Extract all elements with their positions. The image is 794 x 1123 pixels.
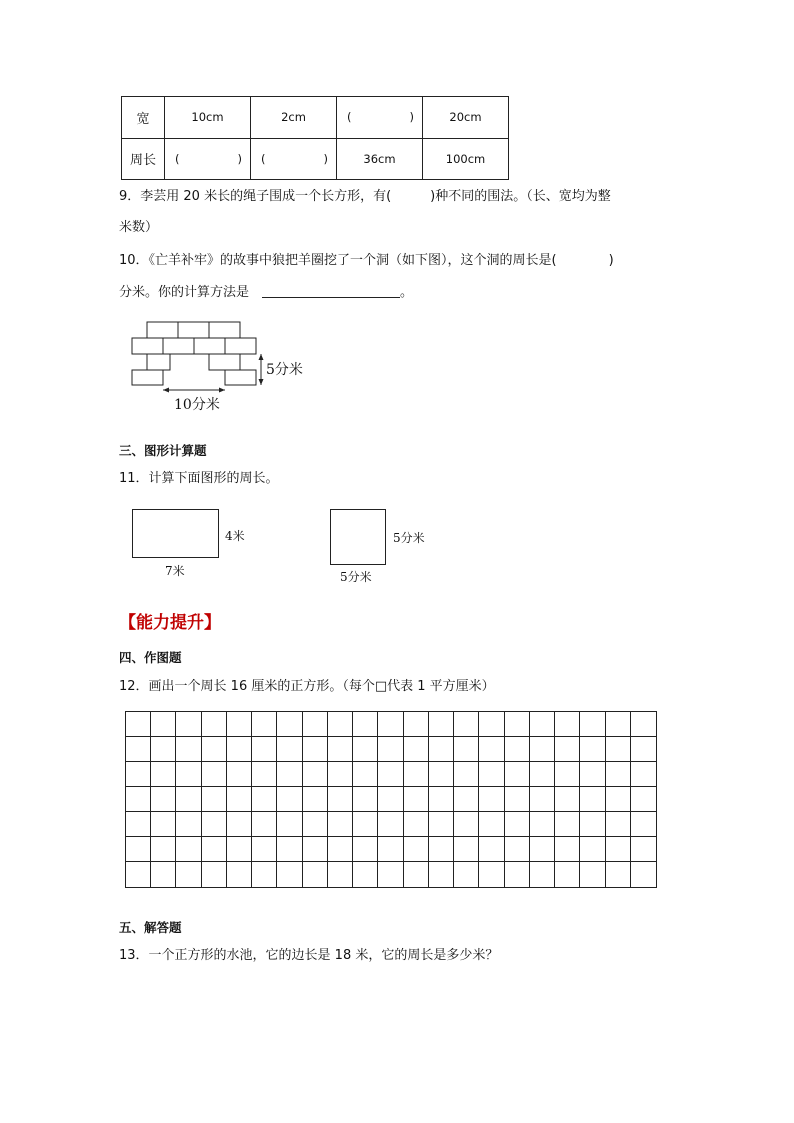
grid-cell[interactable] <box>479 712 504 737</box>
grid-cell[interactable] <box>353 837 378 862</box>
grid-cell[interactable] <box>378 762 403 787</box>
grid-cell[interactable] <box>252 762 277 787</box>
grid-cell[interactable] <box>505 712 530 737</box>
grid-cell[interactable] <box>580 712 605 737</box>
grid-cell[interactable] <box>378 862 403 887</box>
grid-cell[interactable] <box>328 862 353 887</box>
table-cell: 100cm <box>423 138 509 180</box>
grid-cell[interactable] <box>303 837 328 862</box>
grid-cell[interactable] <box>404 812 429 837</box>
ability-improvement-heading: 【能力提升】 <box>119 613 221 633</box>
question-10-line1: 10．《亡羊补牢》的故事中狼把羊圈挖了一个洞（如下图），这个洞的周长是( ) <box>119 253 614 268</box>
grid-cell[interactable] <box>580 762 605 787</box>
grid-cell[interactable] <box>151 812 176 837</box>
grid-cell[interactable] <box>303 762 328 787</box>
grid-cell[interactable] <box>429 837 454 862</box>
table-cell: 20cm <box>423 97 509 139</box>
grid-cell[interactable] <box>606 712 631 737</box>
question-11-text: 11．计算下面图形的周长。 <box>119 471 279 486</box>
grid-cell[interactable] <box>429 762 454 787</box>
grid-cell[interactable] <box>454 787 479 812</box>
grid-cell[interactable] <box>202 837 227 862</box>
grid-cell[interactable] <box>429 812 454 837</box>
grid-cell[interactable] <box>303 812 328 837</box>
grid-cell[interactable] <box>353 712 378 737</box>
table-row <box>122 97 509 139</box>
grid-cell[interactable] <box>227 787 252 812</box>
open-paren: ( <box>261 151 266 166</box>
table-cell: 2cm <box>251 97 337 139</box>
grid-cell[interactable] <box>505 837 530 862</box>
grid-cell[interactable] <box>555 837 580 862</box>
question-12-text: 12．画出一个周长 16 厘米的正方形。（每个□代表 1 平方厘米） <box>119 679 495 694</box>
table-cell-blank <box>337 97 423 139</box>
grid-cell[interactable] <box>479 862 504 887</box>
grid-cell[interactable] <box>606 737 631 762</box>
square-drawing-grid[interactable] <box>125 711 657 888</box>
grid-cell[interactable] <box>404 862 429 887</box>
grid-cell[interactable] <box>631 787 656 812</box>
grid-cell[interactable] <box>176 712 201 737</box>
grid-cell[interactable] <box>353 762 378 787</box>
answer-blank-line <box>262 297 400 298</box>
grid-cell[interactable] <box>176 787 201 812</box>
grid-cell[interactable] <box>580 812 605 837</box>
grid-cell[interactable] <box>429 712 454 737</box>
table-cell-blank <box>165 138 251 180</box>
grid-cell[interactable] <box>126 787 151 812</box>
grid-cell[interactable] <box>353 737 378 762</box>
grid-cell[interactable] <box>328 712 353 737</box>
grid-cell[interactable] <box>479 787 504 812</box>
grid-cell[interactable] <box>328 787 353 812</box>
grid-cell[interactable] <box>151 712 176 737</box>
rectangle-shape <box>132 509 219 558</box>
grid-cell[interactable] <box>530 737 555 762</box>
grid-cell[interactable] <box>353 812 378 837</box>
grid-cell[interactable] <box>580 837 605 862</box>
dimensions-table <box>121 96 509 180</box>
rectangle-width-label: 7米 <box>165 564 185 578</box>
grid-cell[interactable] <box>202 787 227 812</box>
grid-cell[interactable] <box>252 787 277 812</box>
section-4-title: 四、作图题 <box>119 650 182 665</box>
grid-cell[interactable] <box>454 837 479 862</box>
grid-cell[interactable] <box>505 737 530 762</box>
grid-cell[interactable] <box>606 762 631 787</box>
grid-cell[interactable] <box>277 762 302 787</box>
grid-cell[interactable] <box>580 787 605 812</box>
grid-cell[interactable] <box>252 812 277 837</box>
grid-cell[interactable] <box>176 812 201 837</box>
close-paren: ) <box>409 110 414 125</box>
grid-cell[interactable] <box>353 787 378 812</box>
grid-cell[interactable] <box>227 712 252 737</box>
section-3-title: 三、图形计算题 <box>119 443 207 458</box>
grid-cell[interactable] <box>404 837 429 862</box>
grid-cell[interactable] <box>126 862 151 887</box>
table-cell-blank <box>251 138 337 180</box>
grid-cell[interactable] <box>505 862 530 887</box>
grid-cell[interactable] <box>227 737 252 762</box>
question-9-line1: 9．李芸用 20 米长的绳子围成一个长方形，有( )种不同的围法。（长、宽均为整 <box>119 189 611 204</box>
grid-cell[interactable] <box>126 812 151 837</box>
grid-cell[interactable] <box>530 712 555 737</box>
grid-cell[interactable] <box>505 762 530 787</box>
grid-cell[interactable] <box>454 862 479 887</box>
grid-cell[interactable] <box>479 737 504 762</box>
grid-cell[interactable] <box>530 862 555 887</box>
table-row <box>122 138 509 180</box>
grid-cell[interactable] <box>606 787 631 812</box>
grid-cell[interactable] <box>378 837 403 862</box>
grid-cell[interactable] <box>378 712 403 737</box>
grid-cell[interactable] <box>555 862 580 887</box>
table-cell: 36cm <box>337 138 423 180</box>
label-5-decimeter: 5分米 <box>266 362 303 378</box>
close-paren: ) <box>237 151 242 166</box>
grid-cell[interactable] <box>479 812 504 837</box>
question-10-line2-suffix: 。 <box>400 285 414 300</box>
square-side-label-bottom: 5分米 <box>340 570 372 584</box>
grid-cell[interactable] <box>454 737 479 762</box>
grid-cell[interactable] <box>631 762 656 787</box>
grid-cell[interactable] <box>353 862 378 887</box>
grid-cell[interactable] <box>126 762 151 787</box>
grid-cell[interactable] <box>202 762 227 787</box>
grid-cell[interactable] <box>505 787 530 812</box>
grid-cell[interactable] <box>328 737 353 762</box>
grid-cell[interactable] <box>328 837 353 862</box>
grid-cell[interactable] <box>555 737 580 762</box>
grid-cell[interactable] <box>303 862 328 887</box>
grid-cell[interactable] <box>454 762 479 787</box>
grid-cell[interactable] <box>429 737 454 762</box>
grid-cell[interactable] <box>555 762 580 787</box>
label-10-decimeter: 10分米 <box>174 397 220 413</box>
grid-cell[interactable] <box>126 737 151 762</box>
grid-cell[interactable] <box>631 812 656 837</box>
grid-cell[interactable] <box>378 737 403 762</box>
grid-cell[interactable] <box>404 737 429 762</box>
grid-cell[interactable] <box>151 737 176 762</box>
grid-cell[interactable] <box>530 762 555 787</box>
grid-cell[interactable] <box>277 737 302 762</box>
grid-cell[interactable] <box>429 787 454 812</box>
grid-cell[interactable] <box>378 787 403 812</box>
grid-cell[interactable] <box>176 837 201 862</box>
grid-cell[interactable] <box>530 837 555 862</box>
square-side-label-right: 5分米 <box>393 531 425 545</box>
grid-cell[interactable] <box>505 812 530 837</box>
grid-cell[interactable] <box>176 737 201 762</box>
grid-cell[interactable] <box>328 812 353 837</box>
grid-cell[interactable] <box>580 862 605 887</box>
grid-cell[interactable] <box>126 712 151 737</box>
grid-cell[interactable] <box>202 737 227 762</box>
grid-cell[interactable] <box>277 862 302 887</box>
grid-cell[interactable] <box>530 812 555 837</box>
grid-cell[interactable] <box>328 762 353 787</box>
grid-cell[interactable] <box>454 812 479 837</box>
grid-cell[interactable] <box>227 862 252 887</box>
grid-cell[interactable] <box>151 837 176 862</box>
grid-cell[interactable] <box>151 787 176 812</box>
question-9-line2: 米数） <box>119 220 159 235</box>
grid-cell[interactable] <box>479 762 504 787</box>
grid-cell[interactable] <box>479 837 504 862</box>
rectangle-height-label: 4米 <box>225 529 245 543</box>
grid-cell[interactable] <box>530 787 555 812</box>
grid-cell[interactable] <box>252 862 277 887</box>
grid-cell[interactable] <box>555 787 580 812</box>
grid-cell[interactable] <box>303 712 328 737</box>
grid-cell[interactable] <box>126 837 151 862</box>
grid-cell[interactable] <box>631 862 656 887</box>
grid-cell[interactable] <box>252 712 277 737</box>
grid-cell[interactable] <box>252 837 277 862</box>
grid-cell[interactable] <box>277 812 302 837</box>
grid-cell[interactable] <box>404 762 429 787</box>
grid-cell[interactable] <box>303 737 328 762</box>
square-shape <box>330 509 386 565</box>
grid-cell[interactable] <box>202 862 227 887</box>
grid-cell[interactable] <box>606 812 631 837</box>
grid-cell[interactable] <box>176 862 201 887</box>
grid-cell[interactable] <box>151 762 176 787</box>
grid-cell[interactable] <box>555 812 580 837</box>
table-cell: 10cm <box>165 97 251 139</box>
grid-cell[interactable] <box>227 837 252 862</box>
grid-cell[interactable] <box>176 762 201 787</box>
grid-cell[interactable] <box>404 712 429 737</box>
grid-cell[interactable] <box>151 862 176 887</box>
grid-cell[interactable] <box>404 787 429 812</box>
grid-cell[interactable] <box>277 837 302 862</box>
grid-cell[interactable] <box>277 787 302 812</box>
grid-cell[interactable] <box>202 812 227 837</box>
grid-cell[interactable] <box>555 712 580 737</box>
grid-cell[interactable] <box>303 787 328 812</box>
grid-cell[interactable] <box>606 837 631 862</box>
question-13-text: 13．一个正方形的水池，它的边长是 18 米，它的周长是多少米？ <box>119 948 499 963</box>
row-header-width: 宽 <box>122 97 165 139</box>
question-10-line2-prefix: 分米。你的计算方法是 <box>119 285 250 300</box>
grid-cell[interactable] <box>631 712 656 737</box>
grid-cell[interactable] <box>378 812 403 837</box>
grid-cell[interactable] <box>277 712 302 737</box>
row-header-perimeter: 周长 <box>122 138 165 180</box>
grid-cell[interactable] <box>606 862 631 887</box>
grid-cell[interactable] <box>227 812 252 837</box>
open-paren: ( <box>175 151 180 166</box>
grid-cell[interactable] <box>227 762 252 787</box>
grid-cell[interactable] <box>454 712 479 737</box>
grid-cell[interactable] <box>429 862 454 887</box>
close-paren: ) <box>323 151 328 166</box>
open-paren: ( <box>347 110 352 125</box>
grid-cell[interactable] <box>631 837 656 862</box>
grid-cell[interactable] <box>202 712 227 737</box>
grid-cell[interactable] <box>252 737 277 762</box>
grid-cell[interactable] <box>631 737 656 762</box>
grid-cell[interactable] <box>580 737 605 762</box>
section-5-title: 五、解答题 <box>119 920 182 935</box>
